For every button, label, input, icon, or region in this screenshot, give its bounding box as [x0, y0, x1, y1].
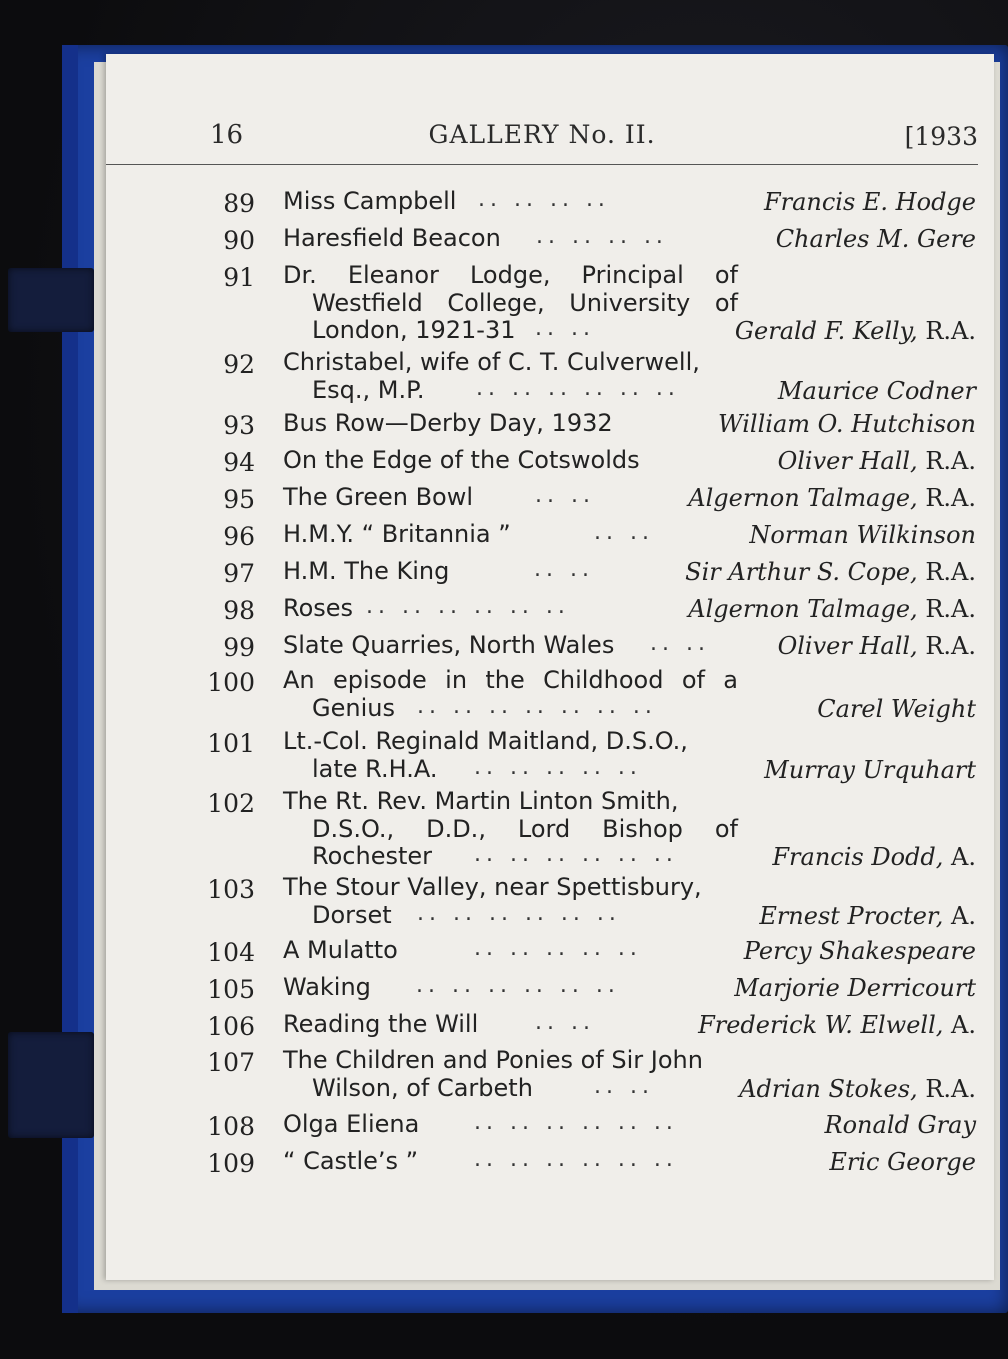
entry-title-line: The Stour Valley, near Spettisbury, [283, 873, 702, 901]
artist-name-text: Frederick W. Elwell, [698, 1011, 944, 1039]
entry-number: 103 [207, 875, 255, 904]
artist-name-text: Adrian Stokes, [739, 1074, 918, 1103]
page-year: [1933 [904, 122, 978, 151]
artist-name-text: Carel Weight [817, 694, 976, 723]
artist-name [764, 756, 976, 784]
page-title: GALLERY No. II. [428, 120, 656, 149]
entry-title-line: late R.H.A. [312, 754, 438, 783]
artist-name [685, 558, 976, 586]
entry-number: 95 [223, 485, 255, 514]
artist-honour: A. [951, 843, 976, 871]
artist-honour: R.A. [925, 317, 976, 345]
artist-name [776, 225, 976, 253]
entry-title-line: Genius [312, 693, 395, 722]
artist-honour: R.A. [925, 558, 976, 586]
entry-number: 104 [207, 938, 255, 967]
artist-name [698, 1011, 976, 1039]
entry-title-line: Rochester [312, 842, 432, 870]
entry-title-line: Lt.-Col. Reginald Maitland, D.S.O., [283, 727, 688, 755]
entry-title-line: Slate Quarries, North Wales [283, 631, 615, 659]
dot-leader: .. .. .. .. .. .. [366, 594, 570, 619]
entry-title-line: Wilson, of Carbeth [312, 1073, 533, 1102]
artist-name-text: Francis Dodd, [772, 843, 944, 871]
entry-title-line: On the Edge of the Cotswolds [283, 446, 640, 474]
artist-name-text: Oliver Hall, [777, 632, 918, 660]
artist-name [778, 447, 976, 475]
artist-honour: A. [951, 901, 976, 930]
artist-name [718, 410, 976, 438]
dot-leader: .. .. [650, 631, 710, 656]
entry-title-line: D.S.O., D.D., Lord Bishop of [312, 814, 738, 843]
dot-leader: .. .. .. .. .. .. .. [417, 693, 657, 719]
dot-leader: .. .. .. .. .. .. [416, 973, 620, 998]
artist-name-text: Algernon Talmage, [688, 484, 918, 512]
artist-name-text: Charles M. Gere [775, 225, 976, 253]
dot-leader: .. .. .. .. .. .. [417, 900, 621, 926]
entry-number: 99 [223, 633, 255, 662]
artist-name [688, 595, 976, 623]
artist-name [764, 188, 976, 216]
entry-title-line: An episode in the Childhood of a [283, 666, 738, 694]
artist-name [749, 521, 976, 549]
dot-leader: .. .. .. .. .. .. [474, 1110, 678, 1135]
artist-name [829, 1148, 976, 1176]
entry-number: 102 [207, 789, 255, 818]
dot-leader: .. .. [534, 557, 594, 582]
entry-title-line: Roses [283, 594, 354, 622]
entry-number: 100 [207, 668, 255, 697]
entry-title-line: Olga Eliena [283, 1110, 420, 1138]
page-header [106, 108, 978, 165]
artist-name-text: Ernest Procter, [759, 901, 944, 930]
entry-title-line: Haresfield Beacon [283, 224, 501, 252]
artist-name [817, 695, 976, 723]
entry-number: 107 [207, 1048, 255, 1077]
entry-title-line: London, 1921-31 [312, 316, 516, 344]
entry-number: 98 [223, 596, 255, 625]
entry-number: 109 [207, 1149, 255, 1178]
entry-number: 94 [223, 448, 255, 477]
entry-number: 92 [223, 350, 255, 379]
artist-name-text: Sir Arthur S. Cope, [685, 558, 918, 586]
dot-leader: .. .. [594, 1073, 654, 1099]
entry-number: 91 [223, 263, 255, 292]
entry-title-line: Christabel, wife of C. T. Culverwell, [283, 348, 700, 376]
entry-title-line: H.M.Y. “ Britannia ” [283, 520, 511, 548]
ribbon-tab-top [8, 268, 94, 332]
artist-name [778, 377, 976, 405]
dot-leader: .. .. [594, 520, 654, 545]
dot-leader: .. .. .. .. .. .. [474, 1147, 678, 1172]
dot-leader: .. .. [535, 483, 595, 508]
entry-number: 106 [207, 1012, 255, 1041]
artist-name-text: Norman Wilkinson [749, 521, 976, 549]
artist-name [734, 974, 976, 1002]
entry-number: 90 [223, 226, 255, 255]
artist-name [778, 632, 976, 660]
artist-name-text: Gerald F. Kelly, [734, 317, 918, 345]
page-number: 16 [210, 120, 244, 150]
artist-name-text: Maurice Codner [777, 376, 976, 405]
dot-leader: .. .. [535, 316, 595, 341]
artist-honour: R.A. [925, 1074, 976, 1103]
artist-honour: R.A. [925, 632, 976, 660]
dot-leader: .. .. .. .. .. .. [476, 375, 680, 401]
entry-title-line: Westfield College, University of [312, 288, 738, 317]
ribbon-tab-bottom [8, 1032, 94, 1138]
dot-leader: .. .. .. .. [478, 187, 610, 212]
entry-number: 101 [207, 729, 255, 758]
entry-title-line: “ Castle’s ” [283, 1147, 419, 1175]
entry-title-line: The Children and Ponies of Sir John [283, 1046, 703, 1074]
entry-title-line: Dr. Eleanor Lodge, Principal of [283, 261, 738, 289]
entry-title-line: Dorset [312, 900, 392, 929]
artist-honour: R.A. [925, 595, 976, 623]
artist-name [772, 843, 976, 871]
dot-leader: .. .. .. .. [536, 224, 668, 249]
artist-name-text: Murray Urquhart [764, 755, 976, 784]
artist-honour: R.A. [925, 447, 976, 475]
entry-title-line: Esq., M.P. [312, 375, 425, 404]
artist-name-text: Francis E. Hodge [763, 188, 976, 216]
artist-name-text: Ronald Gray [824, 1111, 976, 1139]
entry-number: 108 [207, 1112, 255, 1141]
artist-name [688, 484, 976, 512]
artist-name [735, 317, 976, 345]
artist-name-text: William O. Hutchison [718, 410, 976, 438]
entry-title-line: The Rt. Rev. Martin Linton Smith, [283, 787, 679, 815]
artist-name-text: Marjorie Derricourt [734, 974, 976, 1002]
artist-honour: A. [951, 1011, 976, 1039]
artist-honour: R.A. [925, 484, 976, 512]
entry-title-line: The Green Bowl [283, 483, 474, 511]
entry-number: 96 [223, 522, 255, 551]
entry-number: 97 [223, 559, 255, 588]
dot-leader: .. .. .. .. .. [474, 936, 642, 961]
artist-name [759, 902, 976, 930]
dot-leader: .. .. .. .. .. [474, 754, 642, 780]
entry-title-line: Miss Campbell [283, 187, 457, 215]
artist-name-text: Eric George [829, 1148, 976, 1176]
artist-name-text: Percy Shakespeare [743, 937, 976, 965]
artist-name [744, 937, 976, 965]
entry-title-line: A Mulatto [283, 936, 398, 964]
artist-name-text: Algernon Talmage, [688, 595, 918, 623]
entry-title-line: H.M. The King [283, 557, 450, 585]
entry-number: 105 [207, 975, 255, 1004]
entry-number: 89 [223, 189, 255, 218]
artist-name [825, 1111, 976, 1139]
artist-name-text: Oliver Hall, [777, 447, 918, 475]
entry-title-line: Bus Row—Derby Day, 1932 [283, 409, 613, 437]
dot-leader: .. .. [535, 1010, 595, 1035]
artist-name [739, 1075, 976, 1103]
entry-title-line: Reading the Will [283, 1010, 479, 1038]
entry-title-line: Waking [283, 973, 371, 1001]
entry-number: 93 [223, 411, 255, 440]
dot-leader: .. .. .. .. .. .. [474, 842, 678, 867]
